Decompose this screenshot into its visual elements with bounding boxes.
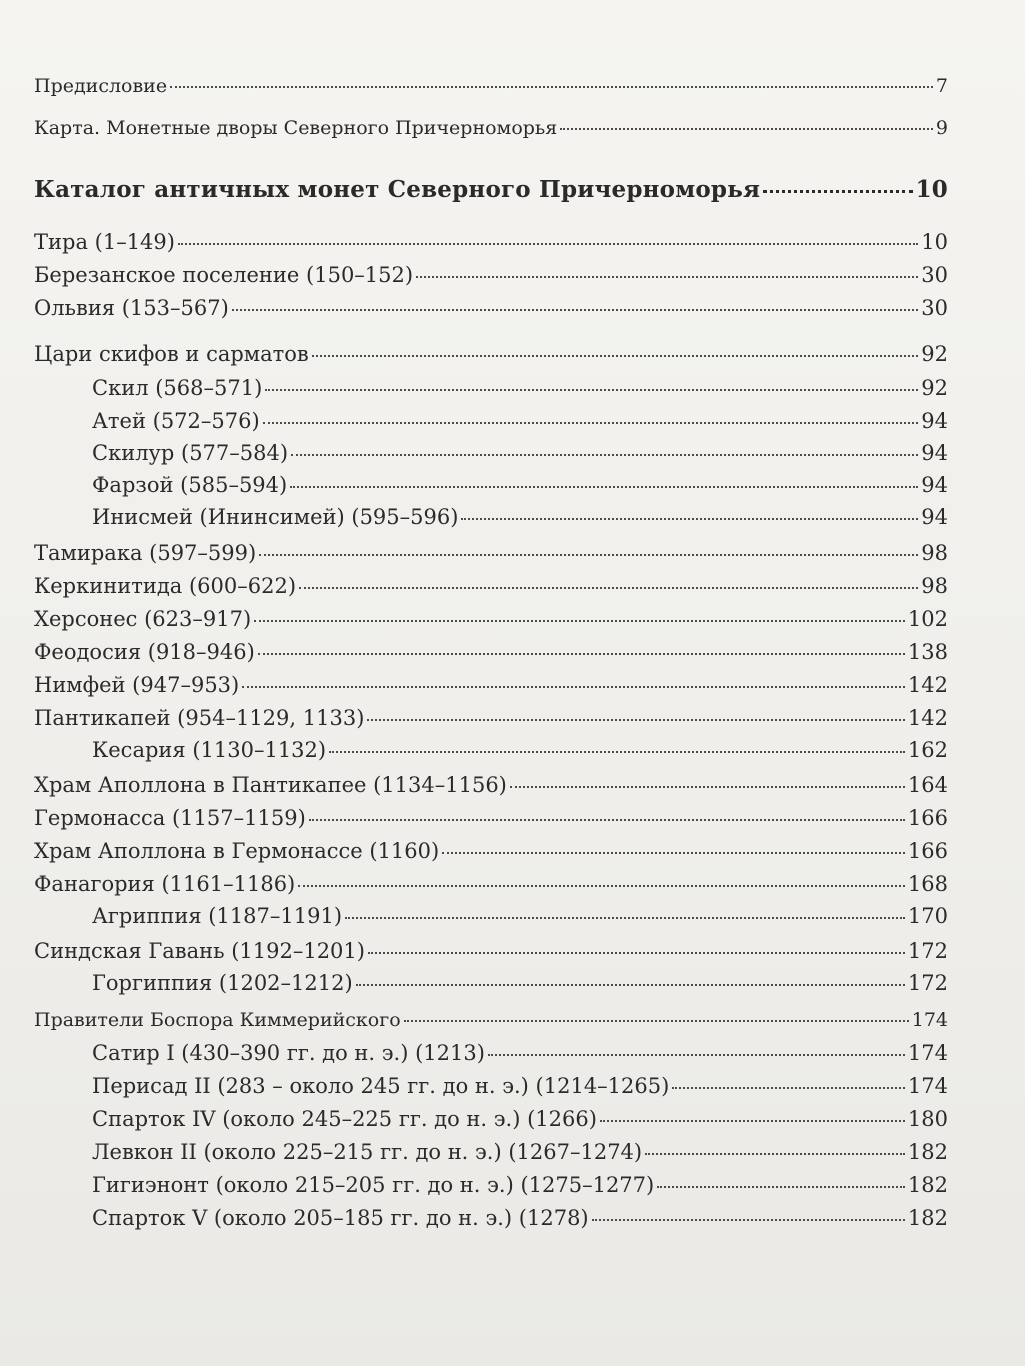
dot-leader (461, 518, 918, 520)
toc-subentry (92, 503, 948, 531)
dot-leader (488, 1054, 905, 1056)
toc-heading-page: 10 (915, 176, 948, 203)
toc-entry (34, 539, 948, 567)
toc-subentry (92, 471, 948, 499)
toc-entry-title: Тира (1–149) (34, 230, 175, 254)
toc-entry-title: Фанагория (1161–1186) (34, 872, 296, 896)
dot-leader (170, 86, 933, 88)
toc-entry-page: 138 (907, 640, 948, 664)
toc-entry (34, 261, 948, 289)
toc-heading-title: Каталог античных монет Северного Причерноморья (34, 176, 761, 203)
toc-entry-page: 92 (921, 376, 948, 400)
toc-entry (34, 1006, 948, 1034)
toc-entry-title: Тамирака (597–599) (34, 541, 257, 565)
toc-entry-page: 182 (907, 1173, 948, 1197)
toc-entry (34, 671, 948, 699)
toc-subentry (92, 439, 948, 467)
toc-entry-preface (34, 72, 948, 100)
dot-leader (178, 243, 918, 245)
toc-entry (34, 704, 948, 732)
dot-leader (763, 190, 912, 193)
toc-subentry (92, 1138, 948, 1166)
toc-entry-title: Атей (572–576) (92, 409, 260, 433)
toc-entry-page: 94 (921, 505, 948, 529)
dot-leader (510, 786, 905, 788)
toc-entry-title: Спарток V (около 205–185 гг. до н. э.) (1278) (92, 1206, 589, 1230)
dot-leader (416, 276, 918, 278)
dot-leader (232, 309, 918, 311)
dot-leader (309, 819, 905, 821)
dot-leader (312, 355, 919, 357)
toc-entry-page: 166 (907, 806, 948, 830)
toc-subentry (92, 902, 948, 930)
toc-entry-title: Березанское поселение (150–152) (34, 263, 414, 287)
toc-entry (34, 605, 948, 633)
toc-entry-page: 166 (907, 839, 948, 863)
toc-entry (34, 804, 948, 832)
toc-entry-title: Правители Боспора Киммерийского (34, 1009, 401, 1031)
toc-entry-title: Карта. Монетные дворы Северного Причерноморья (34, 117, 558, 139)
toc-entry-page: 142 (907, 673, 948, 697)
toc-entry-title: Скилур (577–584) (92, 441, 289, 465)
toc-entry-title: Керкинитида (600–622) (34, 574, 297, 598)
toc-entry (34, 228, 948, 256)
toc-entry-page: 182 (907, 1140, 948, 1164)
toc-entry-page: 170 (907, 904, 948, 928)
toc-entry-title: Ольвия (153–567) (34, 296, 229, 320)
toc-entry-title: Агриппия (1187–1191) (92, 904, 343, 928)
toc-subentry (92, 1039, 948, 1067)
toc-section-heading (34, 176, 948, 204)
toc-entry (34, 294, 948, 322)
toc-entry (34, 870, 948, 898)
dot-leader (329, 751, 905, 753)
toc-entry-page: 142 (907, 706, 948, 730)
toc-entry (34, 638, 948, 666)
dot-leader (299, 587, 918, 589)
toc-entry (34, 340, 948, 368)
toc-entry-title: Пантикапей (954–1129, 1133) (34, 706, 365, 730)
dot-leader (242, 686, 905, 688)
toc-entry-page: 30 (921, 263, 948, 287)
toc-entry-title: Храм Аполлона в Пантикапее (1134–1156) (34, 773, 507, 797)
toc-entry-title: Гермонасса (1157–1159) (34, 806, 306, 830)
toc-entry-page: 102 (907, 607, 948, 631)
toc-entry (34, 837, 948, 865)
toc-entry (34, 572, 948, 600)
toc-subentry (92, 1105, 948, 1133)
toc-entry-page: 174 (907, 1074, 948, 1098)
dot-leader (560, 128, 933, 130)
toc-entry-page: 174 (911, 1009, 948, 1031)
toc-entry-title: Нимфей (947–953) (34, 673, 240, 697)
toc-subentry (92, 736, 948, 764)
toc-entry-page: 174 (907, 1041, 948, 1065)
dot-leader (258, 653, 905, 655)
toc-entry-title: Горгиппия (1202–1212) (92, 971, 353, 995)
toc-entry-title: Синдская Гавань (1192–1201) (34, 939, 365, 963)
dot-leader (259, 554, 918, 556)
toc-entry-page: 7 (935, 75, 948, 97)
toc-entry-title: Кесария (1130–1132) (92, 738, 327, 762)
toc-entry-title: Гигиэнонт (около 215–205 гг. до н. э.) (1275–1277) (92, 1173, 655, 1197)
toc-entry-title: Херсонес (623–917) (34, 607, 252, 631)
toc-entry-page: 98 (921, 574, 948, 598)
dot-leader (291, 454, 918, 456)
toc-entry-page: 164 (907, 773, 948, 797)
toc-entry-title: Скил (568–571) (92, 376, 263, 400)
toc-entry-title: Инисмей (Ининсимей) (595–596) (92, 505, 459, 529)
toc-entry-page: 180 (907, 1107, 948, 1131)
dot-leader (367, 719, 905, 721)
toc-entry-page: 162 (907, 738, 948, 762)
toc-subentry (92, 374, 948, 402)
toc-entry-page: 94 (921, 441, 948, 465)
toc-subentry (92, 1072, 948, 1100)
toc-entry-page: 10 (921, 230, 948, 254)
toc-entry-page: 172 (907, 971, 948, 995)
toc-entry-title: Храм Аполлона в Гермонассе (1160) (34, 839, 440, 863)
dot-leader (645, 1153, 905, 1155)
dot-leader (298, 885, 905, 887)
toc-entry-title: Спарток IV (около 245–225 гг. до н. э.) (1266) (92, 1107, 597, 1131)
dot-leader (368, 952, 905, 954)
dot-leader (254, 620, 905, 622)
toc-entry (34, 771, 948, 799)
toc-entry-page: 9 (935, 117, 948, 139)
dot-leader (290, 486, 918, 488)
toc-entry-page: 182 (907, 1206, 948, 1230)
toc-entry-title: Цари скифов и сарматов (34, 342, 309, 366)
dot-leader (345, 917, 905, 919)
toc-entry-page: 92 (921, 342, 948, 366)
toc-entry-page: 168 (907, 872, 948, 896)
dot-leader (592, 1219, 905, 1221)
toc-entry-title: Фарзой (585–594) (92, 473, 288, 497)
toc-entry-page: 30 (921, 296, 948, 320)
toc-subentry (92, 969, 948, 997)
dot-leader (263, 422, 919, 424)
toc-entry-page: 94 (921, 473, 948, 497)
toc-entry-page: 98 (921, 541, 948, 565)
dot-leader (442, 852, 905, 854)
toc-subentry (92, 1204, 948, 1232)
dot-leader (600, 1120, 905, 1122)
toc-entry-title: Сатир I (430–390 гг. до н. э.) (1213) (92, 1041, 485, 1065)
dot-leader (657, 1186, 905, 1188)
toc-entry-map (34, 114, 948, 142)
dot-leader (672, 1087, 905, 1089)
toc-entry-title: Перисад II (283 – около 245 гг. до н. э.) (1214–1265) (92, 1074, 670, 1098)
toc-entry-title: Предисловие (34, 75, 168, 97)
toc-entry-page: 172 (907, 939, 948, 963)
toc-subentry (92, 1171, 948, 1199)
toc-entry-title: Левкон II (около 225–215 гг. до н. э.) (1267–1274) (92, 1140, 643, 1164)
dot-leader (265, 389, 918, 391)
toc-entry-page: 94 (921, 409, 948, 433)
toc-entry (34, 937, 948, 965)
toc-entry-title: Феодосия (918–946) (34, 640, 255, 664)
dot-leader (356, 984, 905, 986)
dot-leader (404, 1020, 909, 1022)
toc-subentry (92, 407, 948, 435)
